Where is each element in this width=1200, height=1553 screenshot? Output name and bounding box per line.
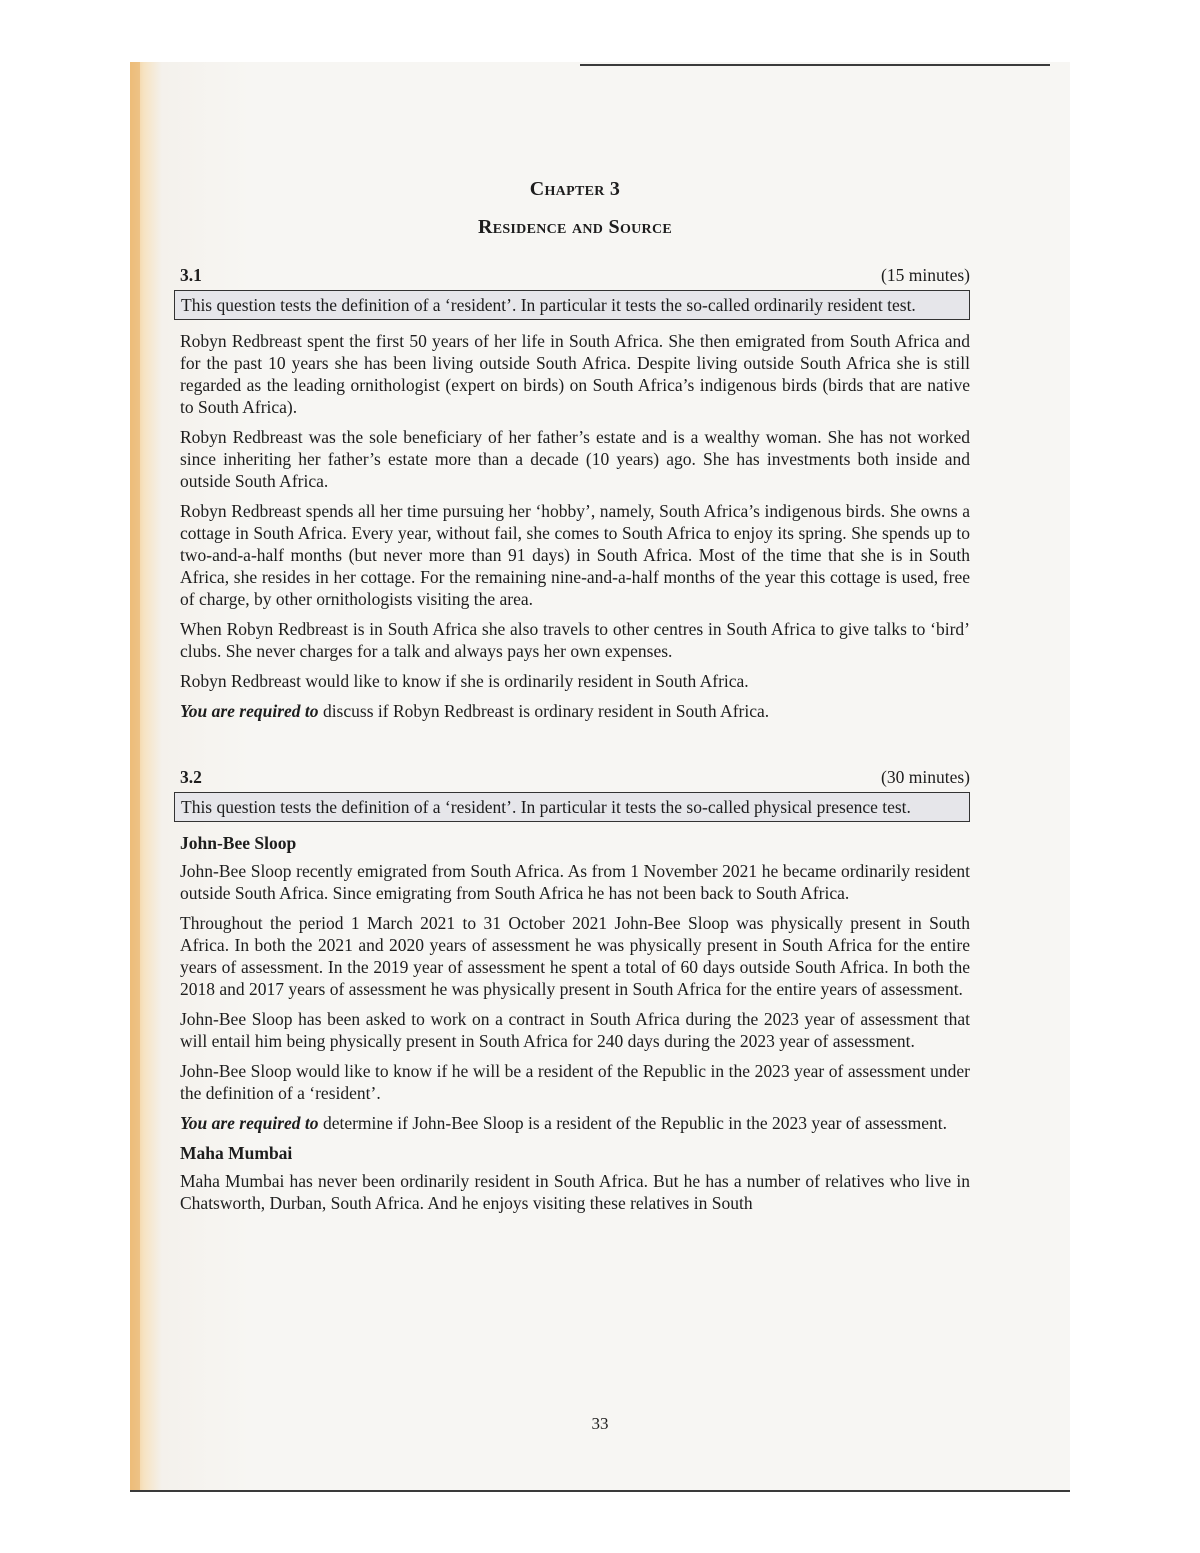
paragraph: Robyn Redbreast spent the first 50 years of her life in South Africa. She then emigrated from South Africa and for the past 10 years she has been living outside South Africa. Despite living outside South Africa she is still regarded as the leading ornithologist (expert on birds) on South Africa’s indigenous birds (birds that are native to South Africa). (180, 331, 970, 417)
question-3-2-header (180, 766, 970, 788)
requirement-text: determine if John-Bee Sloop is a resident of the Republic in the 2023 year of assessment. (318, 1113, 947, 1133)
chapter-title: Chapter 3 (529, 178, 621, 200)
paragraph: John-Bee Sloop would like to know if he will be a resident of the Republic in the 2023 year of assessment under the definition of a ‘resident’. (180, 1061, 970, 1103)
question-number: 3.2 (180, 767, 202, 787)
paragraph: John-Bee Sloop has been asked to work on a contract in South Africa during the 2023 year of assessment that will entail him being physically present in South Africa for 240 days during the 2023 year of assessment. (180, 1009, 970, 1051)
paragraph: John-Bee Sloop recently emigrated from South Africa. As from 1 November 2021 he became ordinarily resident outside South Africa. Since emigrating from South Africa he has not been back to South Africa. (180, 861, 970, 903)
paragraph: Robyn Redbreast spends all her time pursuing her ‘hobby’, namely, South Africa’s indigenous birds. She owns a cottage in South Africa. Every year, without fail, she comes to South Africa to enjoy its spring. She spends up to two-and-a-half months (but never more than 91 days) in South Africa. Most of the time that she is in South Africa, she resides in her cottage. For the remaining nine-and-a-half months of the year this cottage is used, free of charge, by other ornithologists visiting the area. (180, 501, 970, 609)
requirement-text: discuss if Robyn Redbreast is ordinary resident in South Africa. (318, 701, 770, 721)
requirement (180, 1112, 970, 1134)
requirement-label: You are required to (180, 701, 319, 721)
page-number: 33 (591, 1414, 609, 1433)
header-rule (580, 64, 1050, 66)
question-3-1-objective-box: This question tests the definition of a ‘resident’. In particular it tests the so-called ordinarily resident test. (174, 290, 970, 320)
book-page (130, 62, 1070, 1492)
page-content (180, 172, 970, 1222)
subheading-maha-mumbai: Maha Mumbai (180, 1143, 293, 1163)
question-time: (30 minutes) (881, 767, 970, 787)
requirement (180, 700, 970, 722)
question-number: 3.1 (180, 265, 202, 285)
paragraph: Throughout the period 1 March 2021 to 31 October 2021 John-Bee Sloop was physically present in South Africa. In both the 2021 and 2020 years of assessment he was physically present in South Africa for the entire years of assessment. In the 2019 year of assessment he spent a total of 60 days outside South Africa. In both the 2018 and 2017 years of assessment he was physically present in South Africa for the entire years of assessment. (180, 913, 970, 999)
paragraph: Maha Mumbai has never been ordinarily resident in South Africa. But he has a number of relatives who live in Chatsworth, Durban, South Africa. And he enjoys visiting these relatives in South (180, 1171, 970, 1213)
chapter-subtitle: Residence and Source (477, 216, 673, 238)
paragraph: Robyn Redbreast was the sole beneficiary of her father’s estate and is a wealthy woman. She has not worked since inheriting her father’s estate more than a decade (10 years) ago. She has investments both inside and outside South Africa. (180, 427, 970, 491)
page-binding-shadow (130, 62, 140, 1490)
question-3-2-objective-box: This question tests the definition of a ‘resident’. In particular it tests the so-called physical presence test. (174, 792, 970, 822)
paragraph: When Robyn Redbreast is in South Africa she also travels to other centres in South Africa to give talks to ‘bird’ clubs. She never charges for a talk and always pays her own expenses. (180, 619, 970, 661)
spacer (180, 730, 970, 760)
requirement-label: You are required to (180, 1113, 319, 1133)
subheading-john-bee-sloop: John-Bee Sloop (180, 833, 297, 853)
question-3-1-header (180, 264, 970, 286)
paragraph: Robyn Redbreast would like to know if she is ordinarily resident in South Africa. (180, 671, 749, 691)
question-time: (15 minutes) (881, 265, 970, 285)
